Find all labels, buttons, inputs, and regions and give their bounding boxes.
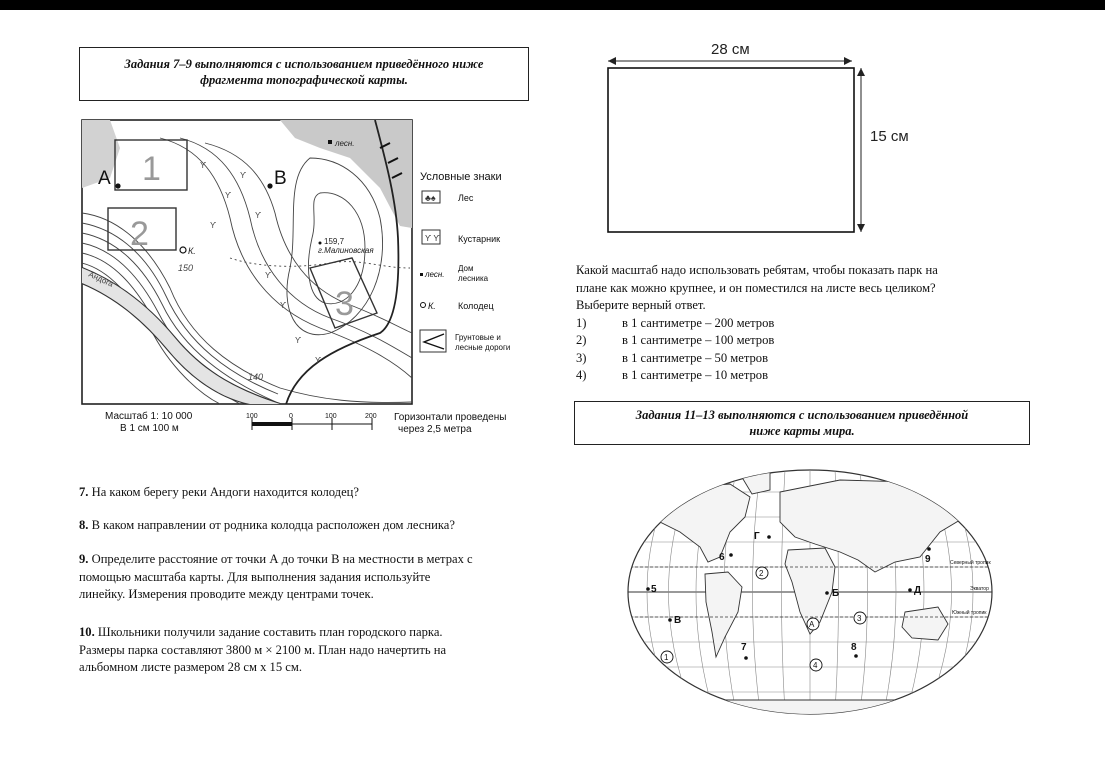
header-line: Задания 7–9 выполняются с использованием приведённого ниже [124,57,484,71]
point-b-marker [267,183,272,188]
svg-text:ϒ: ϒ [280,301,287,310]
option-text: в 1 сантиметре – 50 метров [622,350,769,365]
legend-title: Условные знаки [420,171,502,183]
contours-note-2: через 2,5 метра [398,424,472,435]
point-a-marker [115,183,120,188]
question-10 [79,624,539,677]
point-b-label: B [274,168,287,189]
worksheet-page [0,10,1105,763]
point-a-label: A [98,168,111,189]
question-text: Размеры парка составляют 3800 м × 2100 м. План надо начертить на [79,642,447,657]
option-number: 3) [576,350,587,365]
question-7 [79,484,359,502]
svg-text:♣♠: ♣♠ [425,193,436,203]
svg-text:ϒ: ϒ [265,271,272,280]
topographic-map [80,118,532,440]
question-number: 7. [79,485,89,499]
question-number: 9. [79,552,89,566]
forester-house-label: лесн. [335,139,355,148]
svg-text:ϒ: ϒ [295,336,302,345]
scale-bar [246,413,377,430]
legend-forest: Лес [458,193,474,203]
map-label: Д [914,585,922,596]
circled-marker: 2 [759,569,764,578]
svg-text:ϒ ϒ: ϒ ϒ [425,234,440,243]
width-label: 28 см [711,41,750,58]
area-2-label: 2 [130,215,149,253]
contour-150-label: 150 [178,263,194,273]
circled-marker: 3 [857,614,862,623]
world-map [620,462,1000,724]
contours-note: Горизонтали проведены [394,412,507,423]
scale-label: Масштаб 1: 10 000 [105,411,193,422]
legend-house-2: лесника [458,274,489,283]
circled-marker: 1 [664,653,669,662]
question-text: Какой масштаб надо использовать ребятам, чтобы показать парк на [576,263,938,277]
legend-well-symbol: К. [428,301,436,311]
map-label: 5 [651,584,657,595]
svg-text:ϒ: ϒ [255,211,262,220]
height-label: 15 см [870,128,909,145]
sheet-rectangle [608,68,854,232]
well-label: К. [188,246,196,256]
svg-text:ϒ: ϒ [315,356,322,365]
option-text: в 1 сантиметре – 200 метров [622,315,775,330]
question-10-continuation [576,262,1016,385]
header-line: Задания 11–13 выполняются с использованием приведённой [635,408,969,422]
question-9 [79,551,539,604]
svg-text:ϒ: ϒ [240,171,247,180]
question-8 [79,517,455,535]
scale-tick: 100 [246,413,258,420]
legend-house-symbol: лесн. [425,270,445,279]
river-label: Андога [87,269,115,289]
answer-option [576,315,1016,333]
contour-140-label: 140 [248,372,264,382]
question-text: Определите расстояние от точки А до точки В на местности в метрах с [88,552,473,566]
equator-label: Экватор [970,586,989,592]
scale-tick: 0 [289,413,293,420]
question-text: помощью масштаба карты. Для выполнения задания используйте [79,569,431,584]
hill-name: г.Малиновская [318,246,374,255]
map-label: Б [832,588,840,599]
legend-well: Колодец [458,301,494,311]
answer-option [576,350,1016,368]
map-label: В [674,615,682,626]
option-number: 1) [576,315,587,330]
answer-option [576,367,1016,385]
tasks-11-13-header [574,401,1030,445]
question-text: линейку. Измерения проводите между центрами точек. [79,587,374,601]
north-tropic-label: Северный тропик [950,560,991,566]
svg-text:ϒ: ϒ [200,161,207,170]
scale-label-2: В 1 см 100 м [120,423,179,434]
option-text: в 1 сантиметре – 100 метров [622,333,775,347]
map-label: 7 [741,642,747,653]
question-text: Выберите верный ответ. [576,298,706,312]
question-text: На каком берегу реки Андоги находится колодец? [88,485,359,499]
question-text: альбомном листе размером 28 см х 15 см. [79,660,302,674]
scale-tick: 100 [325,413,337,420]
legend-roads-2: лесные дороги [455,343,511,352]
map-label: 8 [851,642,857,653]
legend-roads: Грунтовые и [455,333,501,342]
tasks-7-9-header [79,47,529,101]
question-number: 10. [79,625,95,639]
area-1-label: 1 [142,150,161,188]
area-3-label: 3 [335,285,354,323]
legend-shrub: Кустарник [458,234,501,244]
map-label: 6 [719,552,725,563]
question-text: Школьники получили задание составить план городского парка. [94,625,443,639]
circled-marker: А [809,620,815,629]
scale-tick: 200 [365,413,377,420]
map-label: 9 [925,554,931,565]
sheet-dimension-diagram [596,38,926,248]
question-text: плане как можно крупнее, и он поместился на листе весь целиком? [576,280,936,295]
option-number: 2) [576,333,587,347]
height-mark: 159,7 [324,237,345,246]
answer-option [576,332,1016,350]
header-line: ниже карты мира. [749,424,855,438]
south-tropic-label: Южный тропик [952,610,987,616]
legend-house: Дом [458,264,474,273]
svg-text:ϒ: ϒ [225,191,232,200]
circled-marker: 4 [813,661,818,670]
header-line: фрагмента топографической карты. [200,73,408,87]
map-label: Г [754,531,760,542]
question-number: 8. [79,518,89,532]
option-number: 4) [576,368,587,382]
svg-text:ϒ: ϒ [210,221,217,230]
option-text: в 1 сантиметре – 10 метров [622,368,769,382]
question-text: В каком направлении от родника колодца расположен дом лесника? [88,518,455,532]
